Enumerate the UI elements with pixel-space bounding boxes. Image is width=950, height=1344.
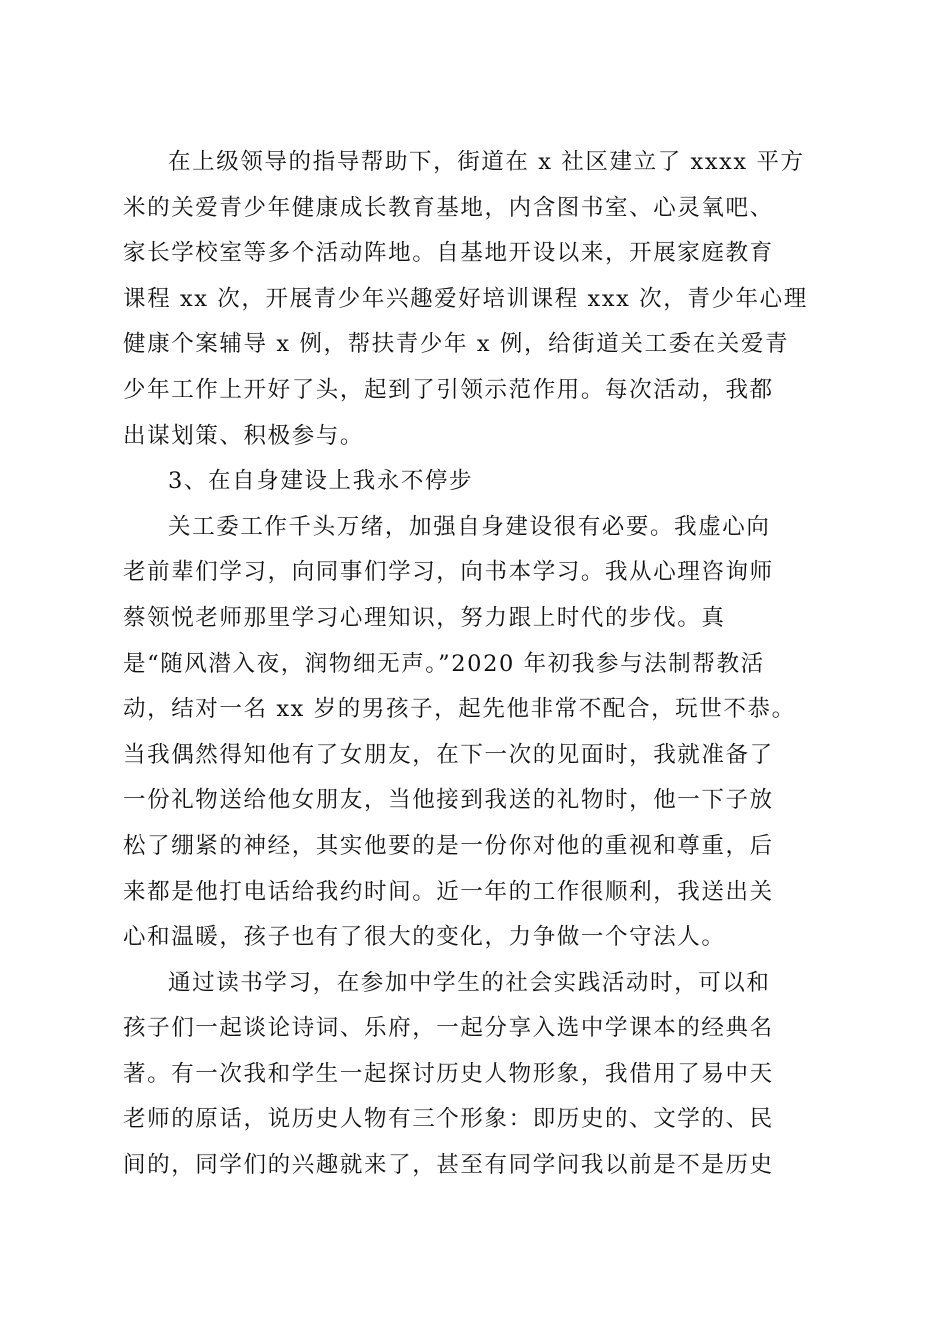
text-line: 课程 xx 次，开展青少年兴趣爱好培训课程 xxx 次，青少年心理 xyxy=(123,285,808,312)
text-line: 孩子们一起谈论诗词、乐府，一起分享入选中学课本的经典名 xyxy=(123,1015,774,1042)
text-line: 老师的原话，说历史人物有三个形象：即历史的、文学的、民 xyxy=(123,1106,774,1133)
text-line: 少年工作上开好了头，起到了引领示范作用。每次活动，我都 xyxy=(123,376,774,403)
text-line: 来都是他打电话给我约时间。近一年的工作很顺利，我送出关 xyxy=(123,878,774,905)
text-line: 关工委工作千头万绪，加强自身建设很有必要。我虚心向 xyxy=(168,513,771,540)
text-line: 出谋划策、积极参与。 xyxy=(123,422,365,449)
text-line: 是“随风潜入夜，润物细无声。”2020 年初我参与法制帮教活 xyxy=(123,650,765,677)
text-line: 老前辈们学习，向同事们学习，向书本学习。我从心理咨询师 xyxy=(123,559,774,586)
text-line: 当我偶然得知他有了女朋友，在下一次的见面时，我就准备了 xyxy=(123,741,774,768)
paragraph-community-base xyxy=(123,140,823,459)
text-line: 蔡领悦老师那里学习心理知识，努力跟上时代的步伐。真 xyxy=(123,604,726,631)
text-line: 动，结对一名 xx 岁的男孩子，起先他非常不配合，玩世不恭。 xyxy=(123,696,796,723)
text-line: 间的，同学们的兴趣就来了，甚至有同学问我以前是不是历史 xyxy=(123,1152,774,1179)
text-line: 松了绷紧的神经，其实他要的是一份你对他的重视和尊重，后 xyxy=(123,832,774,859)
document-body xyxy=(123,140,823,1189)
paragraph-reading-study xyxy=(123,961,823,1189)
text-line: 在上级领导的指导帮助下，街道在 x 社区建立了 xxxx 平方 xyxy=(168,149,805,175)
text-line: 健康个案辅导 x 例，帮扶青少年 x 例，给街道关工委在关爱青 xyxy=(123,331,790,358)
text-line: 一份礼物送给他女朋友，当他接到我送的礼物时，他一下子放 xyxy=(123,787,774,814)
paragraph-self-improvement xyxy=(123,505,823,961)
text-line: 家长学校室等多个活动阵地。自基地开设以来，开展家庭教育 xyxy=(123,240,774,267)
text-line: 通过读书学习，在参加中学生的社会实践活动时，可以和 xyxy=(168,969,771,996)
text-line: 心和温暖，孩子也有了很大的变化，力争做一个守法人。 xyxy=(123,924,726,951)
section-heading: 3、在自身建设上我永不停步 xyxy=(168,468,474,495)
text-line: 著。有一次我和学生一起探讨历史人物形象，我借用了易中天 xyxy=(123,1060,774,1087)
text-line: 米的关爱青少年健康成长教育基地，内含图书室、心灵氧吧、 xyxy=(123,194,774,221)
